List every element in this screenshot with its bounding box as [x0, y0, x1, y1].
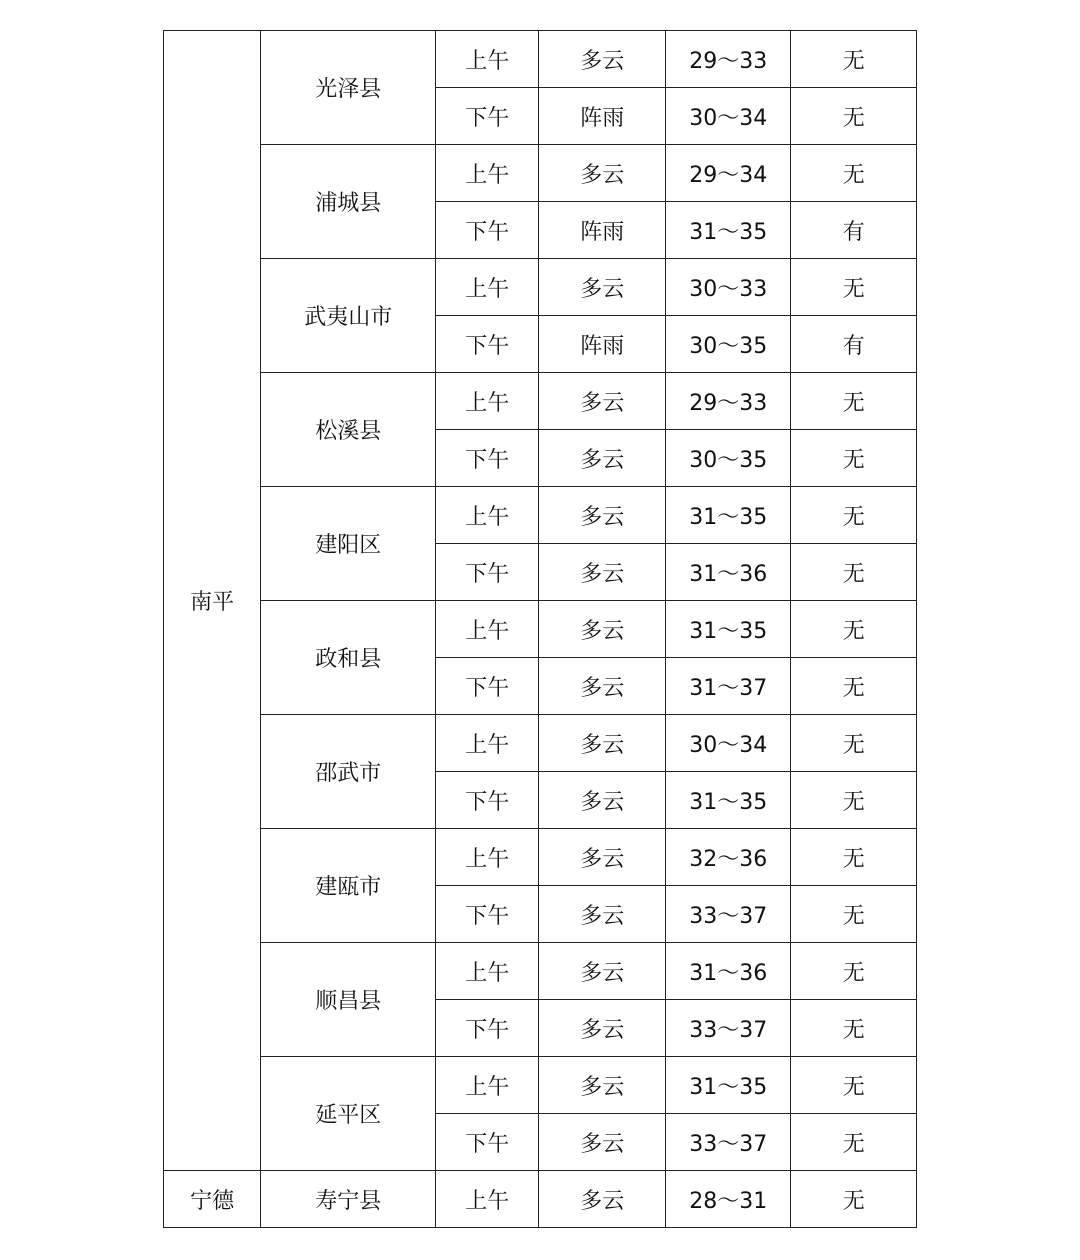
temperature-cell: 31～35 [665, 202, 790, 259]
county-cell: 寿宁县 [261, 1171, 436, 1228]
forecast-table-body [164, 31, 917, 1228]
county-cell: 顺昌县 [261, 943, 436, 1057]
period-cell: 上午 [436, 601, 539, 658]
table-row [164, 829, 917, 886]
flag-cell: 无 [791, 886, 917, 943]
weather-cell: 多云 [539, 487, 666, 544]
flag-cell: 无 [791, 430, 917, 487]
county-cell: 政和县 [261, 601, 436, 715]
weather-cell: 阵雨 [539, 202, 666, 259]
weather-cell: 多云 [539, 1000, 666, 1057]
table-row [164, 715, 917, 772]
weather-cell: 多云 [539, 658, 666, 715]
county-cell: 建瓯市 [261, 829, 436, 943]
period-cell: 下午 [436, 1114, 539, 1171]
temperature-cell: 28～31 [665, 1171, 790, 1228]
county-cell: 建阳区 [261, 487, 436, 601]
temperature-cell: 29～34 [665, 145, 790, 202]
flag-cell: 无 [791, 1000, 917, 1057]
temperature-cell: 30～33 [665, 259, 790, 316]
weather-cell: 阵雨 [539, 88, 666, 145]
flag-cell: 无 [791, 487, 917, 544]
county-cell: 光泽县 [261, 31, 436, 145]
period-cell: 上午 [436, 715, 539, 772]
weather-cell: 多云 [539, 544, 666, 601]
flag-cell: 无 [791, 658, 917, 715]
temperature-cell: 31～37 [665, 658, 790, 715]
temperature-cell: 30～35 [665, 316, 790, 373]
flag-cell: 无 [791, 544, 917, 601]
flag-cell: 无 [791, 1171, 917, 1228]
table-row [164, 487, 917, 544]
period-cell: 上午 [436, 829, 539, 886]
temperature-cell: 31～36 [665, 943, 790, 1000]
county-cell: 延平区 [261, 1057, 436, 1171]
table-row [164, 259, 917, 316]
county-cell: 武夷山市 [261, 259, 436, 373]
table-row [164, 601, 917, 658]
flag-cell: 有 [791, 316, 917, 373]
weather-cell: 阵雨 [539, 316, 666, 373]
weather-cell: 多云 [539, 31, 666, 88]
period-cell: 下午 [436, 544, 539, 601]
weather-cell: 多云 [539, 1114, 666, 1171]
temperature-cell: 29～33 [665, 31, 790, 88]
weather-cell: 多云 [539, 715, 666, 772]
period-cell: 上午 [436, 31, 539, 88]
temperature-cell: 33～37 [665, 886, 790, 943]
flag-cell: 无 [791, 259, 917, 316]
flag-cell: 有 [791, 202, 917, 259]
county-cell: 浦城县 [261, 145, 436, 259]
temperature-cell: 30～34 [665, 88, 790, 145]
weather-cell: 多云 [539, 145, 666, 202]
city-cell: 宁德 [164, 1171, 261, 1228]
forecast-table [163, 30, 917, 1228]
temperature-cell: 30～34 [665, 715, 790, 772]
period-cell: 上午 [436, 145, 539, 202]
period-cell: 下午 [436, 430, 539, 487]
flag-cell: 无 [791, 715, 917, 772]
weather-cell: 多云 [539, 259, 666, 316]
table-row [164, 1171, 917, 1228]
period-cell: 上午 [436, 487, 539, 544]
flag-cell: 无 [791, 601, 917, 658]
weather-cell: 多云 [539, 1057, 666, 1114]
period-cell: 上午 [436, 1171, 539, 1228]
temperature-cell: 31～35 [665, 487, 790, 544]
temperature-cell: 31～35 [665, 1057, 790, 1114]
flag-cell: 无 [791, 145, 917, 202]
period-cell: 下午 [436, 316, 539, 373]
weather-cell: 多云 [539, 601, 666, 658]
period-cell: 下午 [436, 886, 539, 943]
temperature-cell: 30～35 [665, 430, 790, 487]
weather-cell: 多云 [539, 772, 666, 829]
temperature-cell: 29～33 [665, 373, 790, 430]
county-cell: 邵武市 [261, 715, 436, 829]
weather-cell: 多云 [539, 943, 666, 1000]
flag-cell: 无 [791, 88, 917, 145]
temperature-cell: 31～36 [665, 544, 790, 601]
weather-cell: 多云 [539, 886, 666, 943]
flag-cell: 无 [791, 1057, 917, 1114]
table-row [164, 943, 917, 1000]
period-cell: 上午 [436, 259, 539, 316]
weather-cell: 多云 [539, 373, 666, 430]
city-cell: 南平 [164, 31, 261, 1171]
period-cell: 上午 [436, 943, 539, 1000]
table-row [164, 145, 917, 202]
period-cell: 下午 [436, 1000, 539, 1057]
flag-cell: 无 [791, 373, 917, 430]
table-row [164, 373, 917, 430]
temperature-cell: 33～37 [665, 1000, 790, 1057]
flag-cell: 无 [791, 829, 917, 886]
table-row [164, 31, 917, 88]
flag-cell: 无 [791, 772, 917, 829]
flag-cell: 无 [791, 943, 917, 1000]
flag-cell: 无 [791, 31, 917, 88]
weather-cell: 多云 [539, 829, 666, 886]
county-cell: 松溪县 [261, 373, 436, 487]
flag-cell: 无 [791, 1114, 917, 1171]
table-row [164, 1057, 917, 1114]
temperature-cell: 32～36 [665, 829, 790, 886]
period-cell: 下午 [436, 88, 539, 145]
period-cell: 下午 [436, 772, 539, 829]
period-cell: 下午 [436, 202, 539, 259]
period-cell: 下午 [436, 658, 539, 715]
weather-cell: 多云 [539, 430, 666, 487]
period-cell: 上午 [436, 1057, 539, 1114]
weather-cell: 多云 [539, 1171, 666, 1228]
temperature-cell: 31～35 [665, 601, 790, 658]
temperature-cell: 31～35 [665, 772, 790, 829]
period-cell: 上午 [436, 373, 539, 430]
temperature-cell: 33～37 [665, 1114, 790, 1171]
